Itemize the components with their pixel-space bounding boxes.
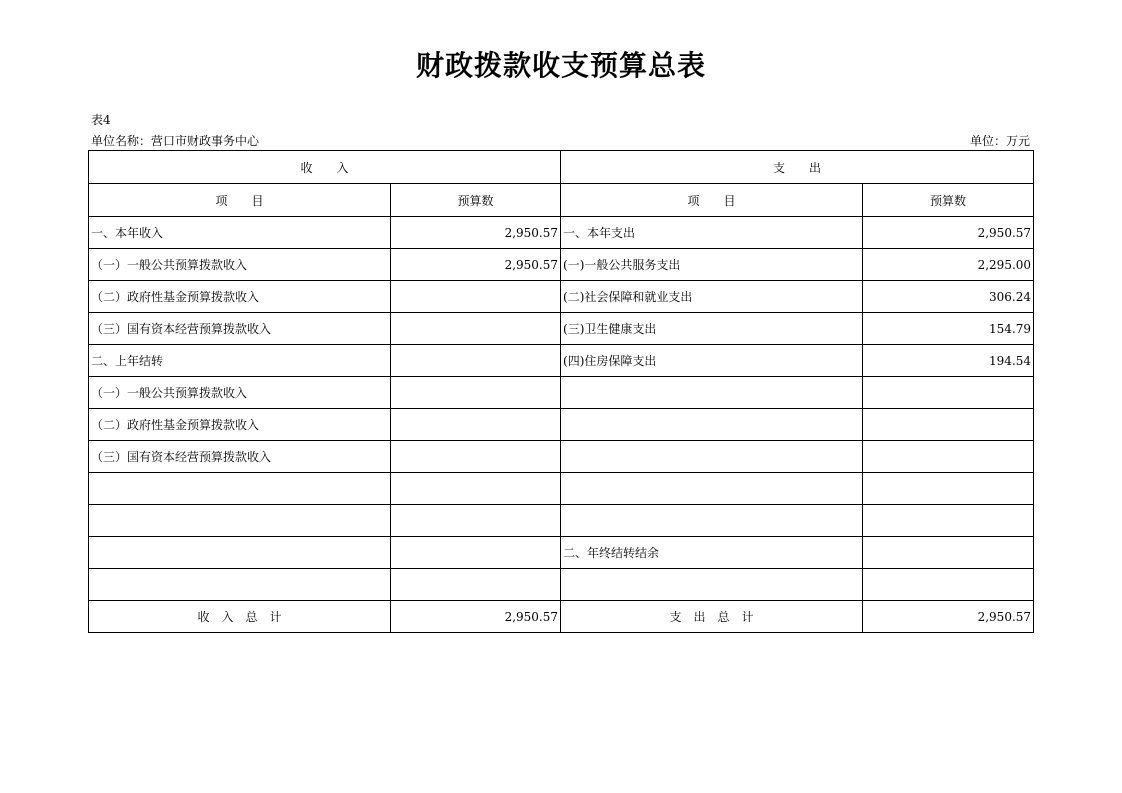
income-item-header: 项 目 [89,184,391,217]
table-row [89,441,1034,473]
income-item-cell: （二）政府性基金预算拨款收入 [89,409,391,441]
income-section-header: 收 入 [89,151,561,184]
income-item-cell [89,473,391,505]
expense-item-cell [561,505,863,537]
income-amount-cell [391,377,561,409]
expense-amount-cell: 194.54 [863,345,1034,377]
income-amount-cell [391,441,561,473]
expense-item-cell: (四)住房保障支出 [561,345,863,377]
income-item-cell [89,537,391,569]
expense-item-header: 项 目 [561,184,863,217]
income-item-cell: 二、上年结转 [89,345,391,377]
expense-amount-cell [863,569,1034,601]
section-header-row [89,151,1034,184]
income-total-amount: 2,950.57 [391,601,561,633]
expense-total-label: 支 出 总 计 [561,601,863,633]
table-row [89,249,1034,281]
expense-item-cell [561,473,863,505]
income-amount-cell [391,409,561,441]
income-amount-cell [391,569,561,601]
table-row [89,217,1034,249]
expense-amount-cell: 2,950.57 [863,217,1034,249]
expense-item-cell [561,377,863,409]
expense-amount-cell [863,441,1034,473]
table-row [89,281,1034,313]
table-row [89,313,1034,345]
income-item-cell: （一）一般公共预算拨款收入 [89,377,391,409]
budget-table [88,150,1034,633]
income-item-cell: 一、本年收入 [89,217,391,249]
expense-item-cell [561,441,863,473]
table-row [89,345,1034,377]
expense-item-cell: 二、年终结转结余 [561,537,863,569]
unit-label: 单位：万元 [969,134,1030,148]
income-item-cell: （三）国有资本经营预算拨款收入 [89,441,391,473]
income-amount-cell [391,537,561,569]
income-item-cell: （一）一般公共预算拨款收入 [89,249,391,281]
expense-item-cell: (二)社会保障和就业支出 [561,281,863,313]
expense-amount-cell [863,505,1034,537]
expense-amount-cell: 306.24 [863,281,1034,313]
expense-item-cell: (三)卫生健康支出 [561,313,863,345]
expense-amount-cell: 154.79 [863,313,1034,345]
income-item-cell [89,505,391,537]
income-amount-cell [391,313,561,345]
income-amount-cell: 2,950.57 [391,217,561,249]
column-header-row [89,184,1034,217]
expense-amount-cell [863,537,1034,569]
income-total-label: 收 入 总 计 [89,601,391,633]
expense-amount-cell [863,473,1034,505]
table-row [89,377,1034,409]
income-amount-header: 预算数 [391,184,561,217]
income-item-cell: （二）政府性基金预算拨款收入 [89,281,391,313]
expense-section-header: 支 出 [561,151,1034,184]
expense-amount-header: 预算数 [863,184,1034,217]
income-item-cell [89,569,391,601]
income-amount-cell [391,345,561,377]
table-row [89,505,1034,537]
table-row [89,473,1034,505]
table-row [89,409,1034,441]
income-amount-cell [391,281,561,313]
unit-name: 单位名称：营口市财政事务中心 [91,134,260,148]
expense-amount-cell [863,377,1034,409]
expense-item-cell: 一、本年支出 [561,217,863,249]
expense-total-amount: 2,950.57 [863,601,1034,633]
totals-row [89,601,1034,633]
table-row [89,569,1034,601]
page-title: 财政拨款收支预算总表 [415,49,706,82]
table-row [89,537,1034,569]
expense-item-cell [561,409,863,441]
expense-amount-cell [863,409,1034,441]
income-amount-cell: 2,950.57 [391,249,561,281]
income-amount-cell [391,473,561,505]
expense-item-cell: (一)一般公共服务支出 [561,249,863,281]
table-number: 表4 [91,113,111,127]
expense-item-cell [561,569,863,601]
income-amount-cell [391,505,561,537]
expense-amount-cell: 2,295.00 [863,249,1034,281]
income-item-cell: （三）国有资本经营预算拨款收入 [89,313,391,345]
